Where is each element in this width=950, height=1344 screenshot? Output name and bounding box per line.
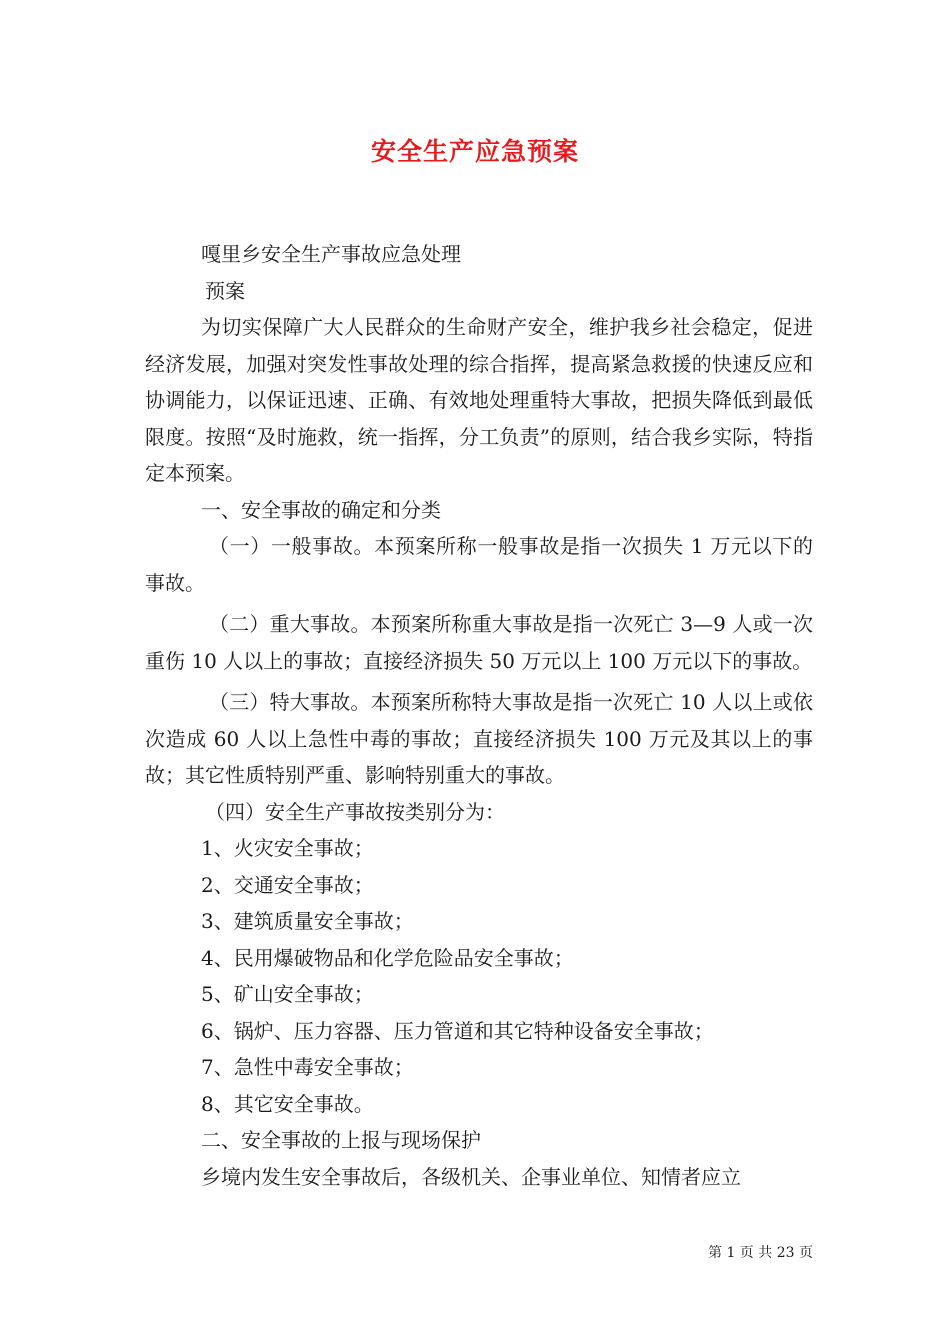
subtitle-line-2: 预案 — [205, 278, 245, 303]
list-item: 3、建筑质量安全事故； — [201, 909, 414, 933]
paragraph-accident-categories: （四）安全生产事故按类别分为： — [205, 799, 505, 824]
list-item: 7、急性中毒安全事故； — [201, 1055, 414, 1079]
list-item: 5、矿山安全事故； — [201, 982, 374, 1006]
list-item: 1、火灾安全事故； — [201, 836, 374, 860]
list-item: 2、交通安全事故； — [201, 872, 374, 897]
intro-paragraph: 为切实保障广大人民群众的生命财产安全，维护我乡社会稳定，促进经济发展，加强对突发性事故处理的综合指挥，提高紧急救援的快速反应和协调能力，以保证迅速、正确、有效地处理重特大事故，把损失降低到最低限度。按照“及时施救，统一指挥，分工负责”的原则，结合我乡实际，特指定本预案。 — [145, 315, 813, 485]
section-heading-2: 二、安全事故的上报与现场保护 — [201, 1128, 481, 1152]
page-number-footer: 第 1 页 共 23 页 — [708, 1245, 813, 1261]
section-heading-1: 一、安全事故的确定和分类 — [201, 497, 441, 522]
document-title: 安全生产应急预案 — [370, 137, 579, 166]
list-item: 8、其它安全事故。 — [201, 1091, 374, 1116]
list-item: 6、锅炉、压力容器、压力管道和其它特种设备安全事故； — [201, 1018, 714, 1043]
paragraph-general-accident: （一）一般事故。本预案所称一般事故是指一次损失 1 万元以下的事故。 — [145, 534, 813, 595]
paragraph-major-accident: （二）重大事故。本预案所称重大事故是指一次死亡 3—9 人或一次重伤 10 人以上的事故；直接经济损失 50 万元以上 100 万元以下的事故。 — [145, 612, 813, 673]
document-body — [145, 236, 813, 1195]
subtitle-line-1: 嘎里乡安全生产事故应急处理 — [201, 242, 461, 266]
list-item: 4、民用爆破物品和化学危险品安全事故； — [201, 945, 574, 970]
paragraph-reporting: 乡境内发生安全事故后，各级机关、企事业单位、知情者应立 — [201, 1164, 741, 1189]
paragraph-serious-accident: （三）特大事故。本预案所称特大事故是指一次死亡 10 人以上或依次造成 60 人以上急性中毒的事故；直接经济损失 100 万元及其以上的事故；其它性质特别严重、影响特别重大的事故。 — [145, 690, 813, 787]
